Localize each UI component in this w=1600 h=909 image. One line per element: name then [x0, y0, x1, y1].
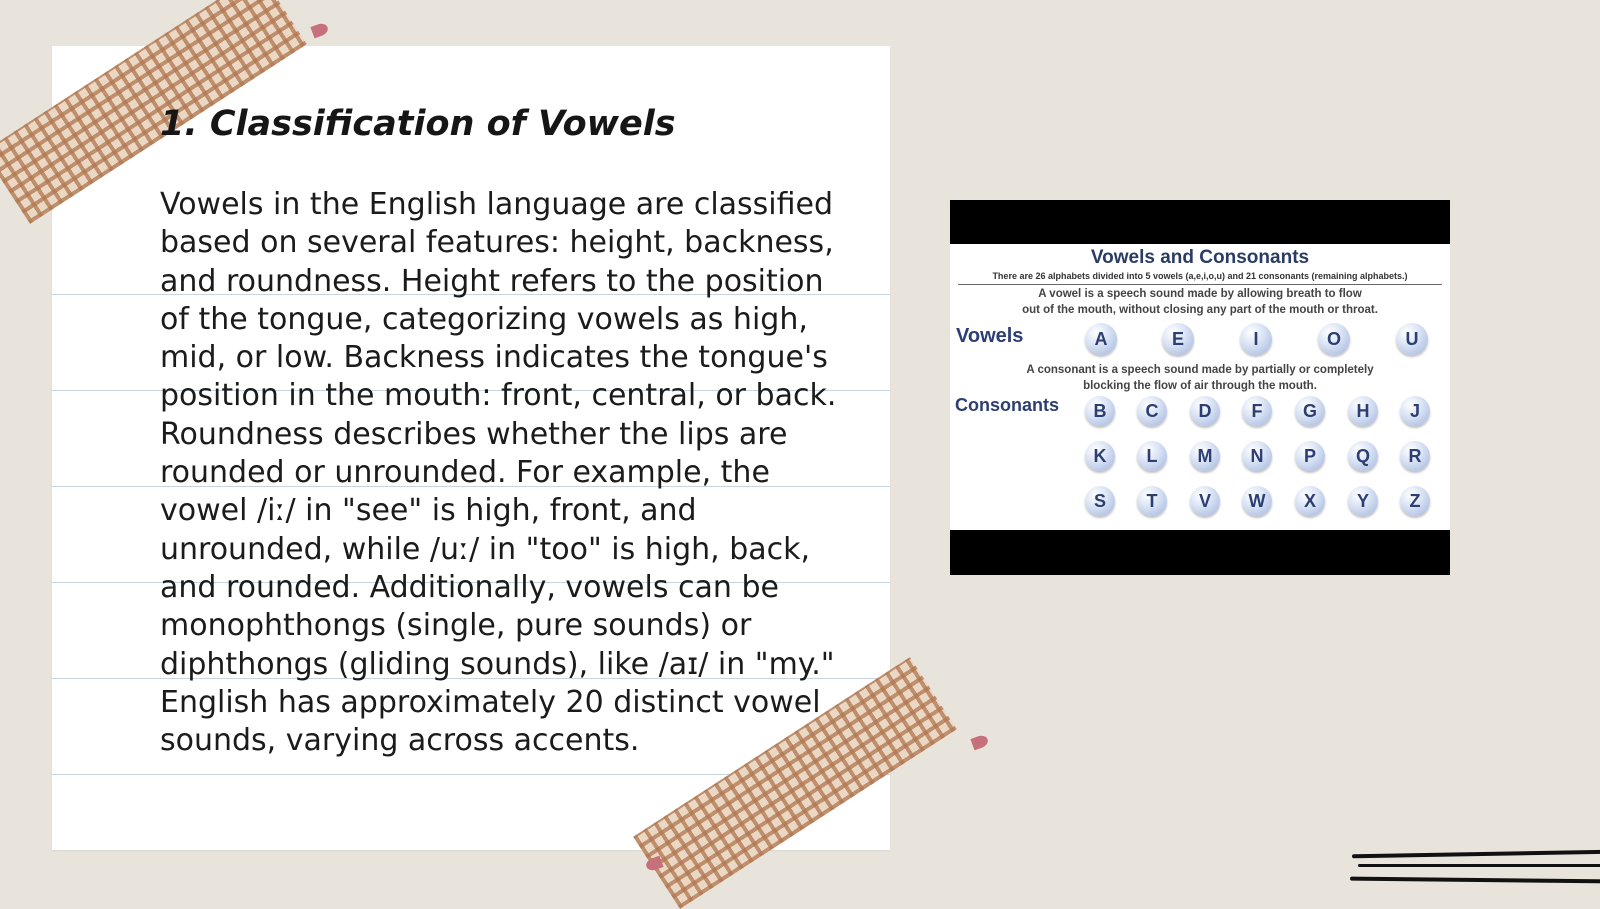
consonant-definition: [950, 362, 1450, 394]
consonant-bubble-g: G: [1295, 396, 1325, 426]
consonant-definition-line: A consonant is a speech sound made by partially or completely: [1026, 364, 1374, 376]
pin-icon: [310, 22, 329, 39]
consonant-bubble-j: J: [1400, 396, 1430, 426]
consonant-bubble-w: W: [1242, 486, 1272, 516]
figure-title: Vowels and Consonants: [1090, 247, 1310, 268]
consonant-bubble-t: T: [1137, 486, 1167, 516]
slide-title: 1. Classification of Vowels: [160, 104, 676, 144]
decorative-brush-stroke: [1358, 864, 1600, 867]
consonant-bubble-x: X: [1295, 486, 1325, 516]
consonant-bubble-m: M: [1190, 441, 1220, 471]
consonant-bubble-p: P: [1295, 441, 1325, 471]
figure-content: [950, 244, 1450, 530]
consonant-bubble-r: R: [1400, 441, 1430, 471]
vowels-label: Vowels: [956, 325, 1024, 347]
vowel-bubble-a: A: [1085, 323, 1117, 355]
consonant-bubble-q: Q: [1348, 441, 1378, 471]
consonant-bubble-v: V: [1190, 486, 1220, 516]
consonant-bubble-b: B: [1085, 396, 1115, 426]
vowel-definition: [950, 286, 1450, 318]
vowel-bubble-u: U: [1396, 323, 1428, 355]
consonant-bubble-n: N: [1242, 441, 1272, 471]
consonant-bubble-d: D: [1190, 396, 1220, 426]
vowel-bubble-o: O: [1318, 323, 1350, 355]
pin-icon: [970, 734, 989, 751]
consonant-bubble-z: Z: [1400, 486, 1430, 516]
consonant-bubble-k: K: [1085, 441, 1115, 471]
consonant-bubble-s: S: [1085, 486, 1115, 516]
vowel-bubble-i: I: [1240, 323, 1272, 355]
body-paragraph: Vowels in the English language are classified based on several features: height, backness, and roundness. Height refers to the position of the tongue, categorizing vowels as high, mid, or low. Backness indicates the tongue's position in the mouth: front, central, or back. Roundness describes whether the lips are rounded or unrounded. For example, the vowel /iː/ in "see" is high, front, and unrounded, while /uː/ in "too" is high, back, and rounded. Additionally, vowels can be monophthongs (single, pure sounds) or diphthongs (gliding sounds), like /aɪ/ in "my." English has approximately 20 distinct vowel sounds, varying across accents.: [160, 187, 837, 759]
vowel-bubble-e: E: [1162, 323, 1194, 355]
vowels-consonants-figure: [950, 200, 1450, 575]
consonant-bubble-y: Y: [1348, 486, 1378, 516]
vowel-definition-line: A vowel is a speech sound made by allowing breath to flow: [1038, 288, 1362, 300]
consonants-label: Consonants: [955, 395, 1060, 415]
consonant-bubble-f: F: [1242, 396, 1272, 426]
consonant-bubble-c: C: [1137, 396, 1167, 426]
figure-subtitle: There are 26 alphabets divided into 5 vowels (a,e,i,o,u) and 21 consonants (remaining alphabets.): [992, 271, 1408, 281]
consonant-definition-line: blocking the flow of air through the mouth.: [1083, 380, 1317, 392]
decorative-brush-stroke: [1350, 877, 1600, 884]
figure-divider: [958, 284, 1442, 285]
consonant-bubble-l: L: [1137, 441, 1167, 471]
decorative-brush-stroke: [1352, 850, 1600, 859]
vowel-definition-line: out of the mouth, without closing any part of the mouth or throat.: [1022, 304, 1378, 316]
consonant-bubble-h: H: [1348, 396, 1378, 426]
